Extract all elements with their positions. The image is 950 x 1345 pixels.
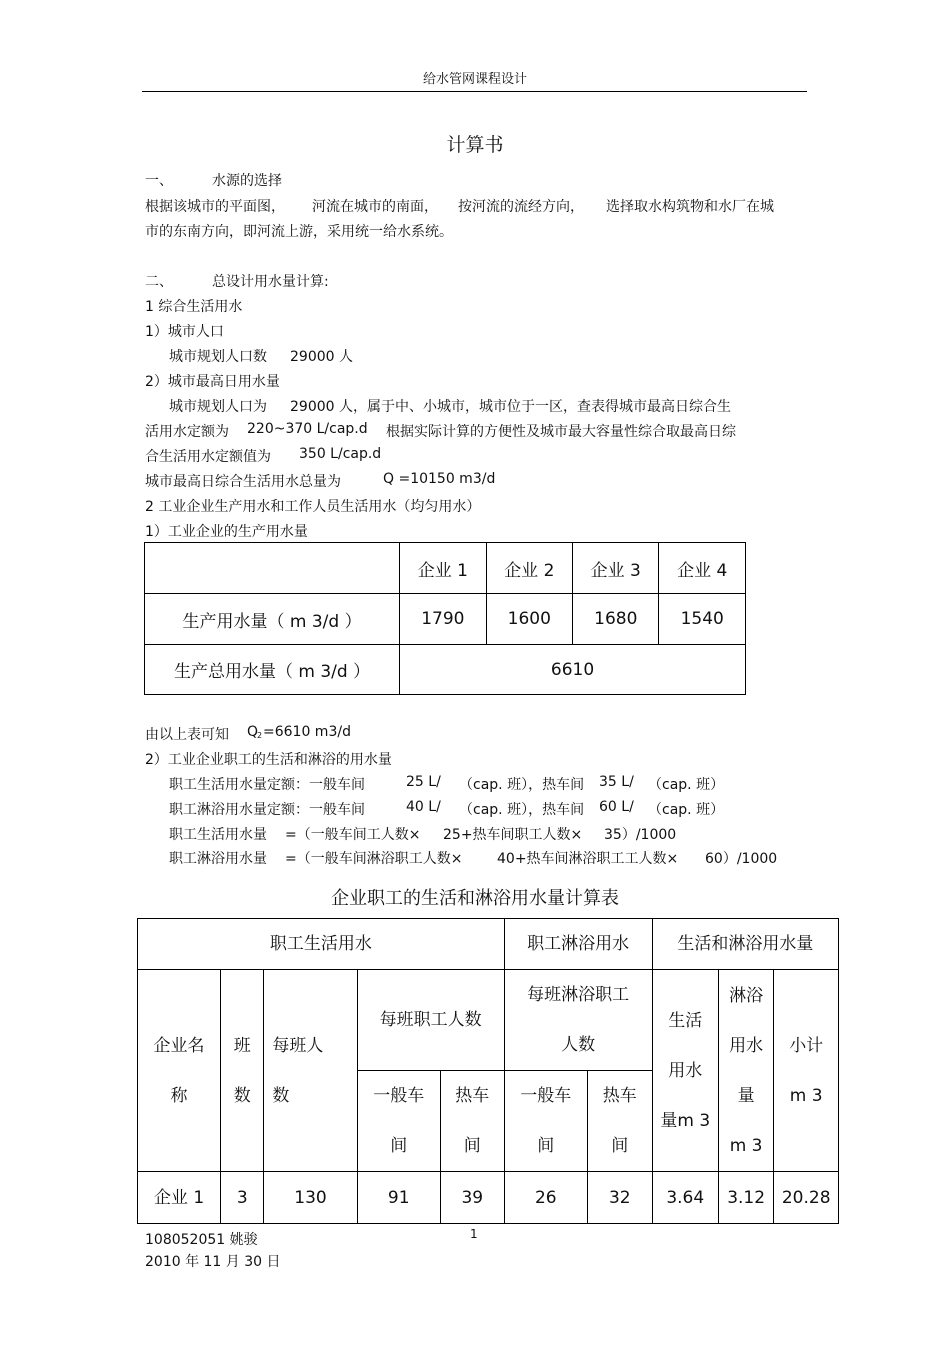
sub-header-general	[504, 1071, 587, 1172]
header-line: 生活	[668, 1010, 703, 1031]
quota-text: 职工生活用水量定额：一般车间	[169, 777, 365, 793]
formula-text: =（一般车间淋浴职工人数×	[285, 851, 463, 867]
header-line: 人数	[561, 1035, 596, 1055]
footer-date: 2010 年 11 月 30 日	[145, 1254, 281, 1270]
group-header: 职工淋浴用水	[504, 919, 652, 970]
population-label: 城市规划人口数	[169, 349, 267, 365]
header-line: m 3	[789, 1085, 823, 1106]
sub-header-hot	[587, 1071, 652, 1172]
header-line: 间	[537, 1136, 555, 1156]
section1-text-2: 市的东南方向，即河流上游，采用统一给水系统。	[145, 224, 453, 240]
paragraph-text: 220~370 L/cap.d	[247, 421, 368, 437]
col-header-shifts	[221, 970, 264, 1172]
header-line: 间	[611, 1136, 629, 1156]
col-header-bath	[504, 970, 652, 1071]
section1-heading: 水源的选择	[212, 173, 282, 189]
paragraph-text: 350 L/cap.d	[299, 446, 382, 462]
col-header-name	[138, 970, 221, 1172]
subsection-1-title: 1 综合生活用水	[145, 299, 243, 315]
total-q-value: Q =10150 m3/d	[383, 471, 496, 487]
table2-caption: 企业职工的生活和淋浴用水量计算表	[331, 888, 619, 909]
table-header-cell	[145, 543, 400, 594]
paragraph-text: 合生活用水定额值为	[145, 449, 271, 465]
section1-text-a: 根据该城市的平面图，	[145, 199, 285, 215]
table-cell: 1790	[400, 594, 486, 645]
header-line: 间	[463, 1136, 481, 1156]
col-header-per-shift	[264, 970, 357, 1172]
quota-text: （cap. 班）	[648, 777, 725, 793]
col-header-subtotal	[774, 970, 839, 1172]
formula-text: 职工生活用水量	[169, 827, 267, 843]
paragraph-text: 城市最高日综合生活用水总量为	[145, 474, 341, 490]
section1-text-b: 河流在城市的南面，	[312, 199, 438, 215]
production-water-table	[144, 542, 746, 695]
header-line: m 3	[729, 1135, 763, 1156]
header-line: 热车	[455, 1086, 490, 1106]
header-line: 量m 3	[660, 1110, 711, 1131]
header-line: 一般车	[520, 1086, 572, 1106]
item-city-population: 1）城市人口	[145, 324, 224, 340]
table-cell: 企业 1	[138, 1172, 221, 1224]
page-header: 给水管网课程设计	[422, 72, 527, 87]
table-header-cell: 企业 2	[486, 543, 572, 594]
header-line: 量	[737, 1085, 755, 1106]
document-title: 计算书	[446, 134, 504, 156]
table-cell-total: 6610	[400, 645, 746, 695]
formula-text: 职工淋浴用水量	[169, 851, 267, 867]
sub-header-general	[357, 1071, 440, 1172]
quota-text: 60 L/	[599, 799, 634, 815]
header-line: 用水	[668, 1060, 703, 1081]
header-line: 企业名	[153, 1035, 205, 1056]
col-header-life	[652, 970, 718, 1172]
sub-header-hot	[440, 1071, 504, 1172]
section2-heading: 总设计用水量计算:	[212, 274, 329, 290]
group-header: 职工生活用水	[138, 919, 505, 970]
table-cell: 1600	[486, 594, 572, 645]
subsection-2-title: 2 工业企业生产用水和工作人员生活用水（均匀用水）	[145, 499, 481, 515]
table-header-cell: 企业 1	[400, 543, 486, 594]
item-production-water: 1）工业企业的生产用水量	[145, 524, 308, 540]
table-cell: 3.12	[718, 1172, 774, 1224]
header-line: 数	[233, 1085, 251, 1106]
quota-text: （cap. 班），热车间	[459, 777, 585, 793]
group-header: 生活和淋浴用水量	[652, 919, 838, 970]
header-line: 用水	[729, 1035, 764, 1056]
result-q-subscript: 2	[257, 731, 263, 740]
paragraph-text: 城市规划人口为	[169, 399, 267, 415]
table-header-cell: 企业 3	[573, 543, 659, 594]
table-cell: 1680	[573, 594, 659, 645]
table-cell: 130	[264, 1172, 357, 1224]
quota-text: （cap. 班）	[648, 802, 725, 818]
quota-text: 35 L/	[599, 774, 634, 790]
col-header-workers: 每班职工人数	[357, 970, 504, 1071]
quota-text: 25 L/	[406, 774, 441, 790]
paragraph-text: 根据实际计算的方便性及城市最大容量性综合取最高日综	[386, 424, 736, 440]
paragraph-text: 活用水定额为	[145, 424, 229, 440]
formula-text: 25+热车间职工人数×	[443, 827, 583, 843]
formula-text: 60）/1000	[705, 851, 778, 867]
table-header-cell: 企业 4	[659, 543, 746, 594]
header-line: 淋浴	[729, 985, 764, 1006]
header-line: 间	[390, 1136, 408, 1156]
col-header-shower	[718, 970, 774, 1172]
result-q: Q	[247, 724, 259, 740]
quota-text: 40 L/	[406, 799, 441, 815]
section1-number: 一、	[145, 173, 173, 189]
item-staff-water: 2）工业企业职工的生活和淋浴的用水量	[145, 752, 392, 768]
header-line: 数	[272, 1085, 290, 1106]
table-cell: 20.28	[774, 1172, 839, 1224]
section1-text-d: 选择取水构筑物和水厂在城	[606, 199, 774, 215]
header-line: 热车	[602, 1086, 637, 1106]
item-max-daily-water: 2）城市最高日用水量	[145, 374, 280, 390]
footer-id-name: 108052051 姚骏	[145, 1232, 258, 1248]
header-line: 每班人	[272, 1035, 324, 1056]
table-cell: 3	[221, 1172, 264, 1224]
table-cell: 26	[504, 1172, 587, 1224]
result-value: =6610 m3/d	[263, 724, 351, 740]
table-cell: 39	[440, 1172, 504, 1224]
result-text: 由以上表可知	[145, 727, 229, 743]
page-number: 1	[470, 1227, 478, 1241]
staff-water-table	[137, 918, 839, 1224]
paragraph-text: 29000 人，属于中、小城市，城市位于一区，查表得城市最高日综合生	[290, 399, 731, 415]
table-cell: 3.64	[652, 1172, 718, 1224]
header-line: 每班淋浴职工	[527, 985, 630, 1005]
formula-text: =（一般车间工人数×	[285, 827, 421, 843]
row-label: 生产用水量（ m 3/d ）	[145, 594, 400, 645]
row-label: 生产总用水量（ m 3/d ）	[145, 645, 400, 695]
section2-number: 二、	[145, 274, 173, 290]
section1-text-c: 按河流的流经方向，	[458, 199, 584, 215]
population-value: 29000 人	[290, 349, 353, 365]
table-cell: 91	[357, 1172, 440, 1224]
header-line: 一般车	[373, 1086, 425, 1106]
header-rule	[142, 91, 807, 92]
quota-text: 职工淋浴用水量定额：一般车间	[169, 802, 365, 818]
header-line: 小计	[789, 1035, 824, 1056]
table-cell: 32	[587, 1172, 652, 1224]
table-cell: 1540	[659, 594, 746, 645]
formula-text: 35）/1000	[604, 827, 677, 843]
quota-text: （cap. 班），热车间	[459, 802, 585, 818]
header-line: 班	[233, 1035, 251, 1056]
header-line: 称	[170, 1085, 188, 1106]
formula-text: 40+热车间淋浴职工工人数×	[497, 851, 679, 867]
